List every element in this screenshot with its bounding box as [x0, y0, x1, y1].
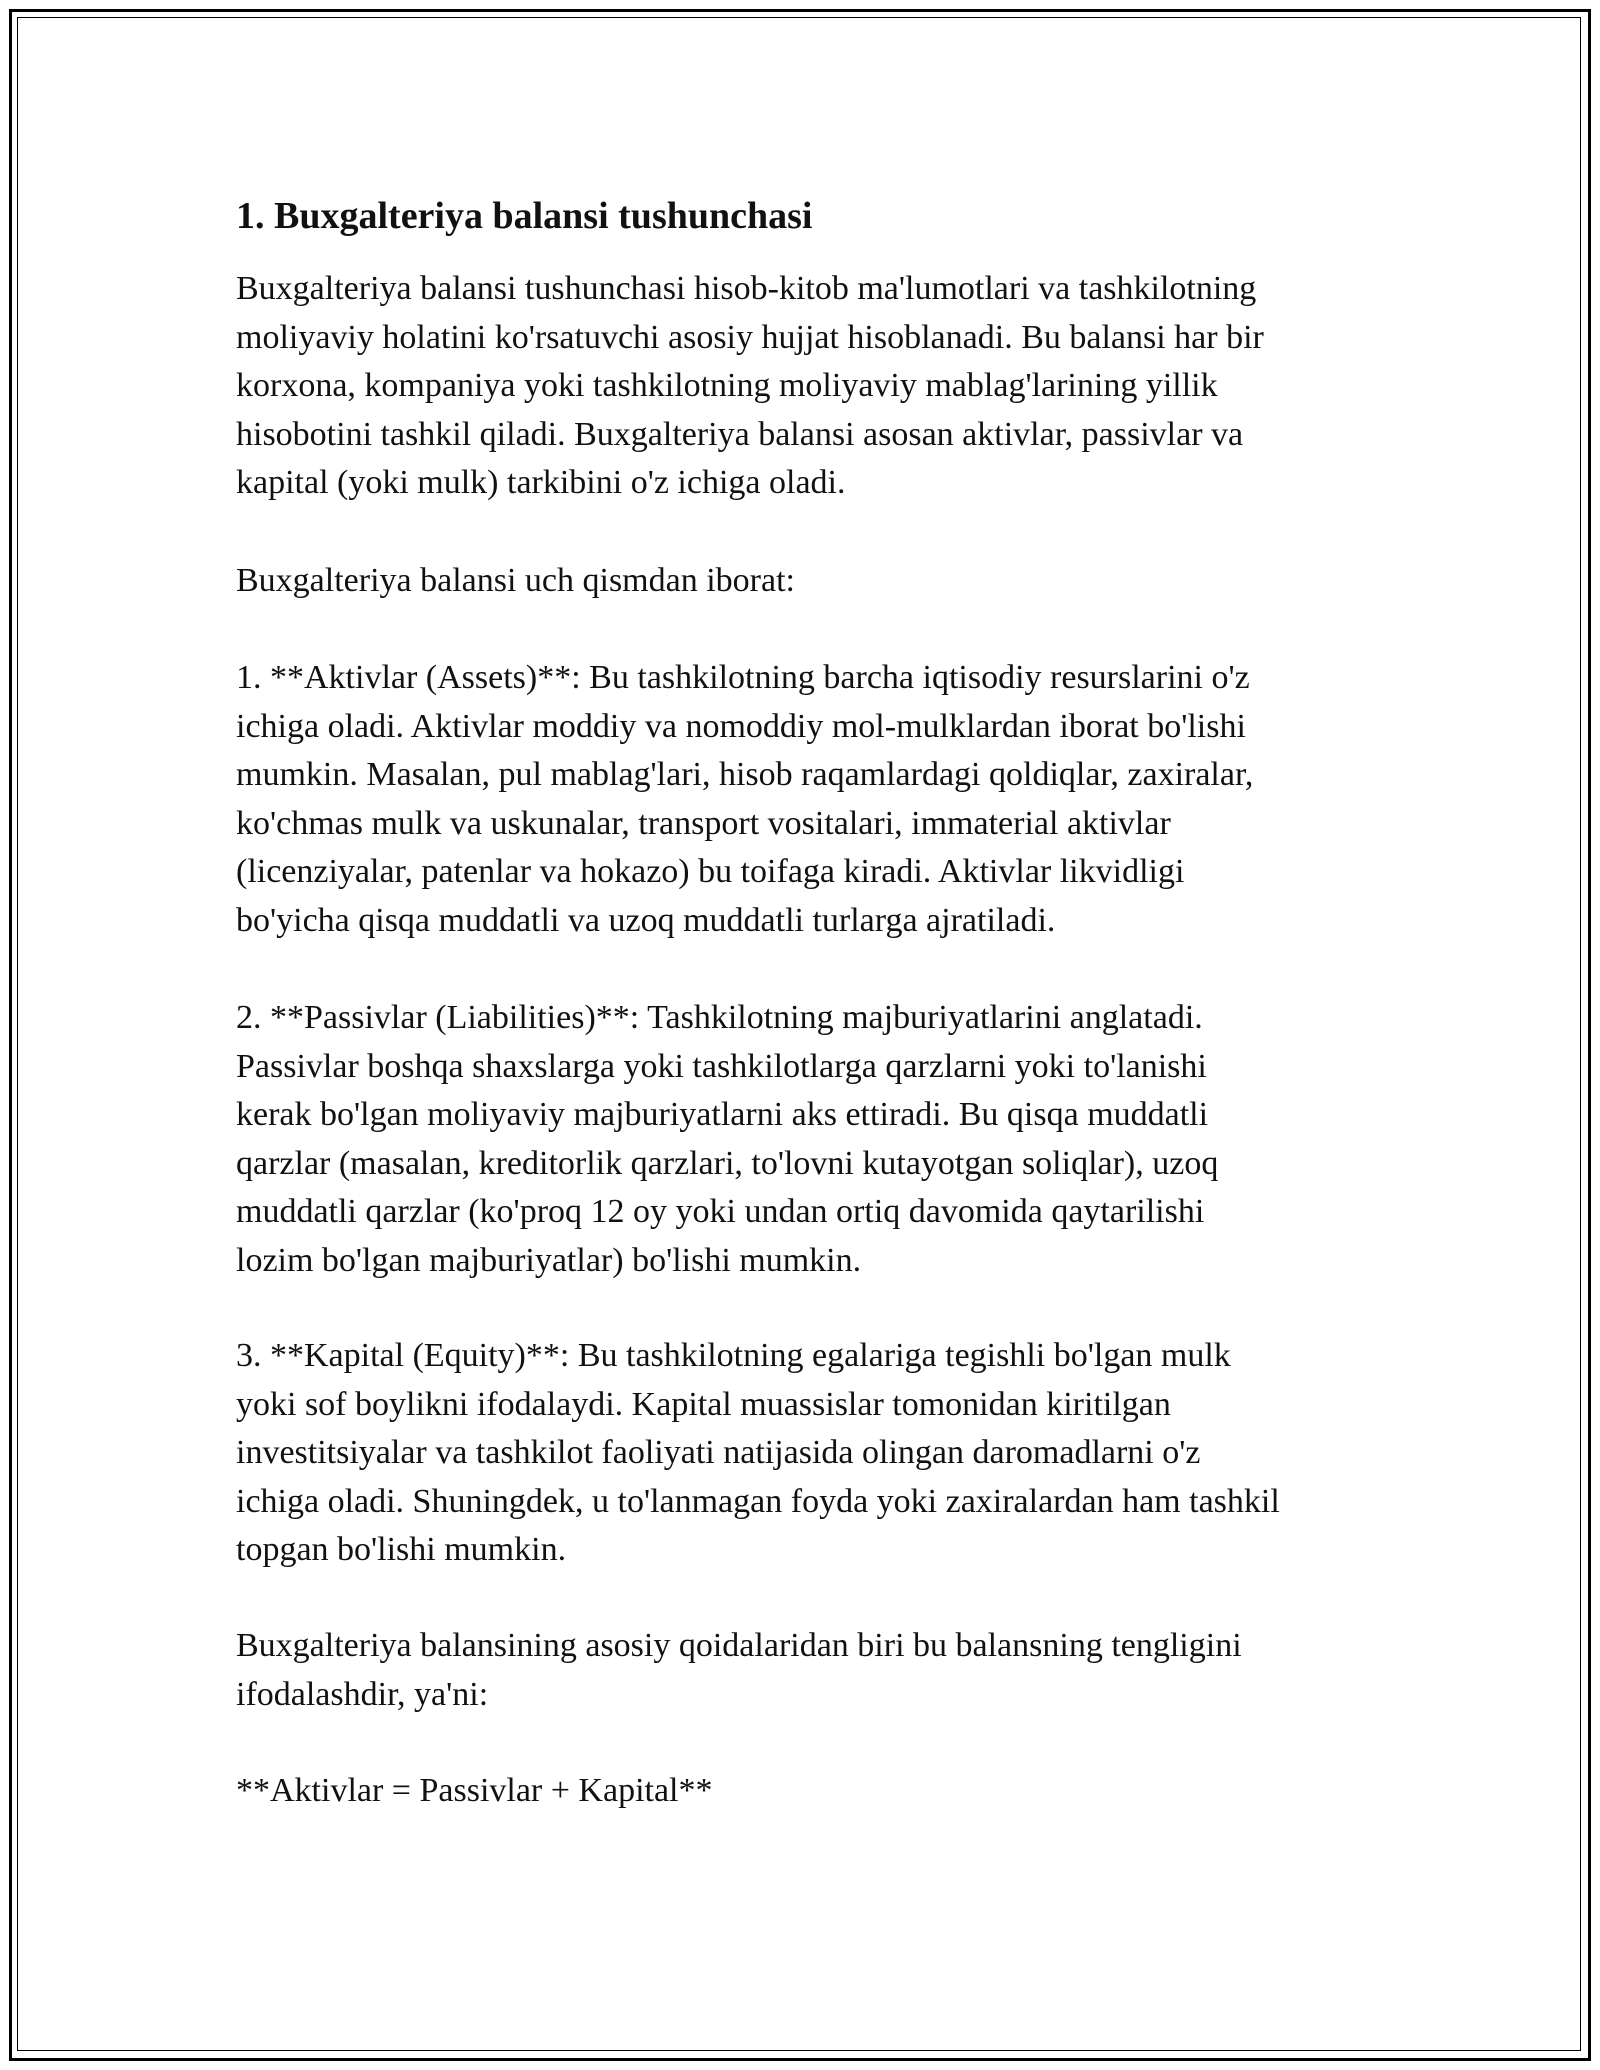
parts-intro-paragraph: Buxgalteriya balansi uch qismdan iborat:: [236, 562, 795, 599]
balance-equation: **Aktivlar = Passivlar + Kapital**: [236, 1772, 713, 1809]
equity-paragraph: 3. **Kapital (Equity)**: Bu tashkilotning egalariga tegishli bo'lgan mulk yoki sof boylikni ifodalaydi. Kapital muassislar tomonidan kiritilgan investitsiyalar va tashkilot faoliyati natijasida olingan daromadlarni o'z ichiga oladi. Shuningdek, u to'lanmagan foyda yoki zaxiralardan ham tashkil topgan bo'lishi mumkin.: [236, 1337, 1280, 1568]
balance-rule-paragraph: Buxgalteriya balansining asosiy qoidalaridan biri bu balansning tengligini ifodalashdir, ya'ni:: [236, 1627, 1242, 1713]
assets-paragraph: 1. **Aktivlar (Assets)**: Bu tashkilotning barcha iqtisodiy resurslarini o'z ichiga oladi. Aktivlar moddiy va nomoddiy mol-mulklardan iborat bo'lishi mumkin. Masalan, pul mablag'lari, hisob raqamlardagi qoldiqlar, zaxiralar, ko'chmas mulk va uskunalar, transport vositalari, immaterial aktivlar (licenziyalar, patenlar va hokazo) bu toifaga kiradi. Aktivlar likvidligi bo'yicha qisqa muddatli va uzoq muddatli turlarga ajratiladi.: [236, 659, 1254, 939]
document-title: 1. Buxgalteriya balansi tushunchasi: [236, 195, 813, 237]
intro-paragraph: Buxgalteriya balansi tushunchasi hisob-kitob ma'lumotlari va tashkilotning moliyaviy holatini ko'rsatuvchi asosiy hujjat hisoblanadi. Bu balansi har bir korxona, kompaniya yoki tashkilotning moliyaviy mablag'larining yillik hisobotini tashkil qiladi. Buxgalteriya balansi asosan aktivlar, passivlar va kapital (yoki mulk) tarkibini o'z ichiga oladi.: [236, 270, 1264, 501]
liabilities-paragraph: 2. **Passivlar (Liabilities)**: Tashkilotning majburiyatlarini anglatadi. Passivlar boshqa shaxslarga yoki tashkilotlarga qarzlarni yoki to'lanishi kerak bo'lgan moliyaviy majburiyatlarni aks ettiradi. Bu qisqa muddatli qarzlar (masalan, kreditorlik qarzlari, to'lovni kutayotgan soliqlar), uzoq muddatli qarzlar (ko'proq 12 oy yoki undan ortiq davomida qaytarilishi lozim bo'lgan majburiyatlar) bo'lishi mumkin.: [236, 999, 1219, 1279]
